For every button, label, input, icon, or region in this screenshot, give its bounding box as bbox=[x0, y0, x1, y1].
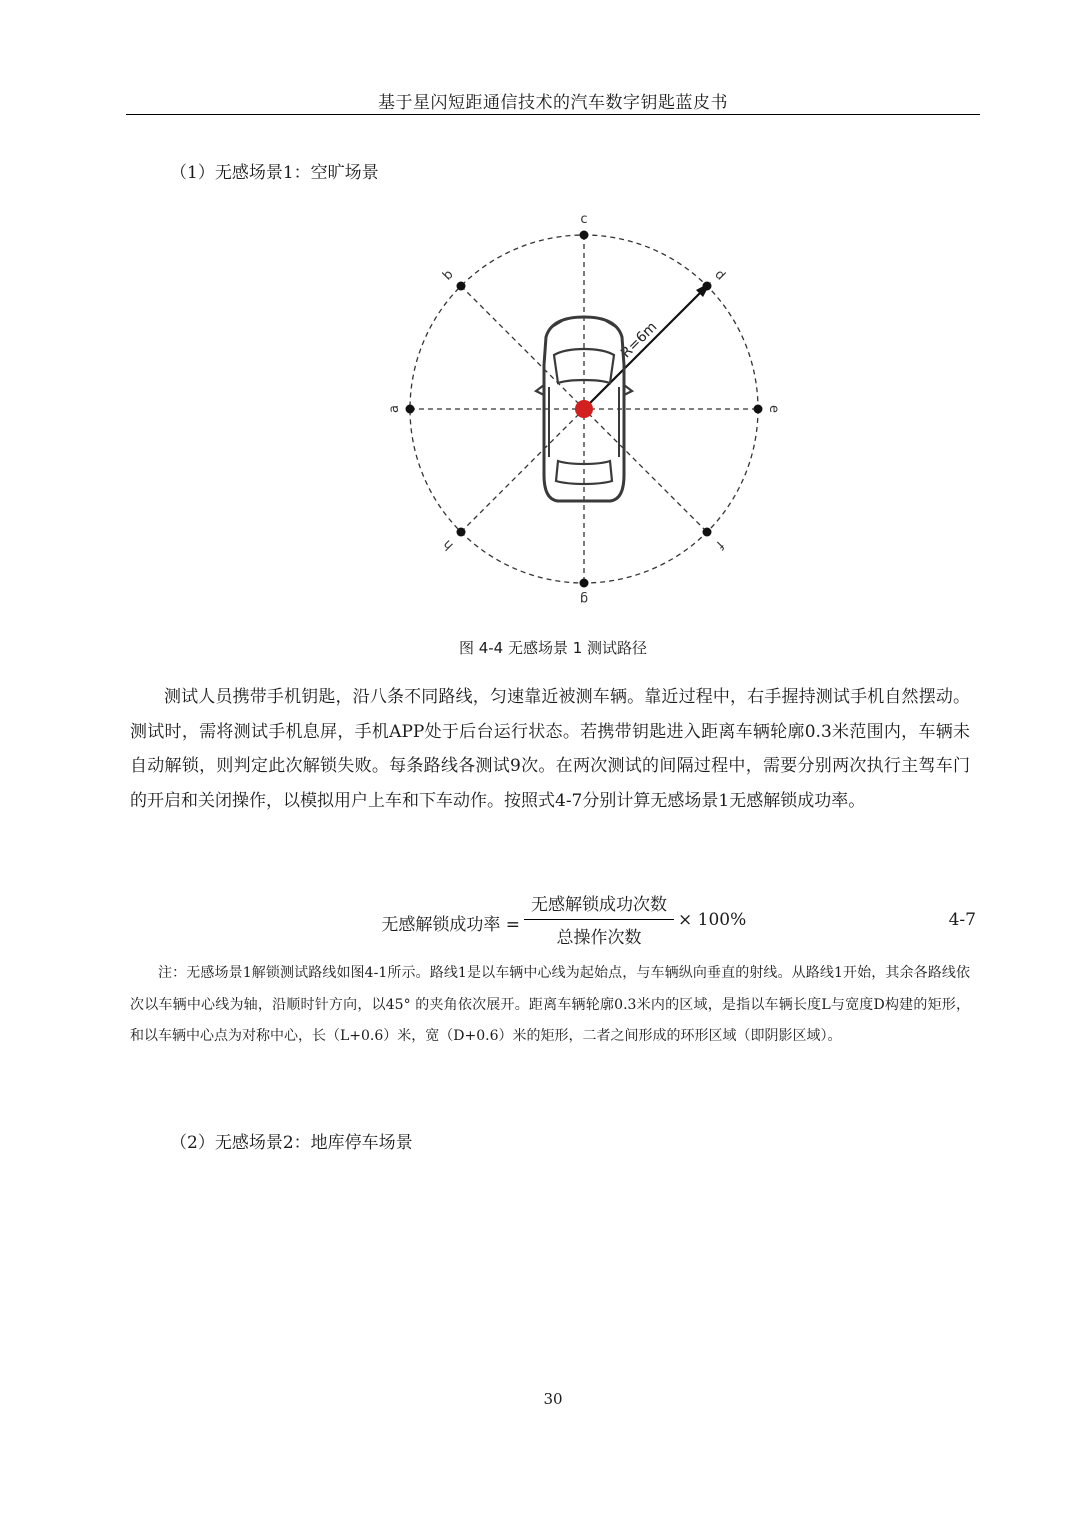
formula-multiplier: × 100% bbox=[678, 910, 747, 930]
point-d bbox=[703, 282, 712, 291]
label-d: d bbox=[711, 267, 728, 284]
formula-lhs: 无感解锁成功率 = bbox=[381, 915, 520, 935]
figure-caption: 图 4-4 无感场景 1 测试路径 bbox=[458, 639, 648, 657]
radius-label: R=6m bbox=[617, 318, 661, 362]
section-heading-2: （2）无感场景2：地库停车场景 bbox=[170, 1133, 413, 1153]
label-h: h bbox=[440, 536, 457, 553]
point-b bbox=[457, 282, 466, 291]
header-rule bbox=[126, 114, 980, 115]
test-path-figure bbox=[386, 205, 786, 615]
note-paragraph: 注：无感场景1解锁测试路线如图4-1所示。路线1是以车辆中心线为起始点，与车辆纵向垂直的射线。从路线1开始，其余各路线依次以车辆中心线为轴，沿顺时针方向，以45° 的夹角依次展开。距离车辆轮廓0.3米内的区域，是指以车辆长度L与宽度D构建的矩形，和以车辆中心点为对称中心，长（L+0.6）米，宽（D+0.6）米的矩形，二者之间形成的环形区域（即阴影区域）。 bbox=[130, 965, 970, 1044]
point-c bbox=[580, 231, 589, 240]
label-c: c bbox=[580, 212, 588, 227]
formula-numerator: 无感解锁成功次数 bbox=[531, 895, 667, 915]
point-a bbox=[406, 405, 415, 414]
path-h-center bbox=[461, 409, 584, 532]
label-g: g bbox=[579, 591, 589, 606]
page-header: 基于星闪短距通信技术的汽车数字钥匙蓝皮书 bbox=[378, 93, 728, 113]
test-path-diagram bbox=[386, 205, 786, 615]
point-h bbox=[457, 528, 466, 537]
point-f bbox=[703, 528, 712, 537]
page-number: 30 bbox=[543, 1390, 563, 1408]
label-b: b bbox=[440, 267, 457, 284]
formula-denominator: 总操作次数 bbox=[556, 928, 642, 948]
car-center-marker bbox=[575, 400, 593, 418]
formula-4-7 bbox=[126, 890, 980, 954]
label-f: f bbox=[712, 537, 727, 552]
fraction-bar bbox=[524, 919, 674, 920]
formula-fraction bbox=[524, 890, 674, 948]
formula-number: 4-7 bbox=[948, 910, 976, 930]
section-heading-1: （1）无感场景1：空旷场景 bbox=[170, 163, 379, 183]
body-paragraph: 测试人员携带手机钥匙，沿八条不同路线，匀速靠近被测车辆。靠近过程中，右手握持测试手机自然摆动。测试时，需将测试手机息屏，手机APP处于后台运行状态。若携带钥匙进入距离车辆轮廓0.3米范围内，车辆未自动解锁，则判定此次解锁失败。每条路线各测试9次。在两次测试的间隔过程中，需要分别两次执行主驾车门的开启和关闭操作，以模拟用户上车和下车动作。按照式4-7分别计算无感场景1无感解锁成功率。 bbox=[130, 687, 970, 811]
radius-arrow-line bbox=[584, 289, 704, 409]
label-e: e bbox=[766, 405, 781, 413]
point-e bbox=[754, 405, 763, 414]
point-g bbox=[580, 579, 589, 588]
label-a: a bbox=[387, 405, 402, 413]
